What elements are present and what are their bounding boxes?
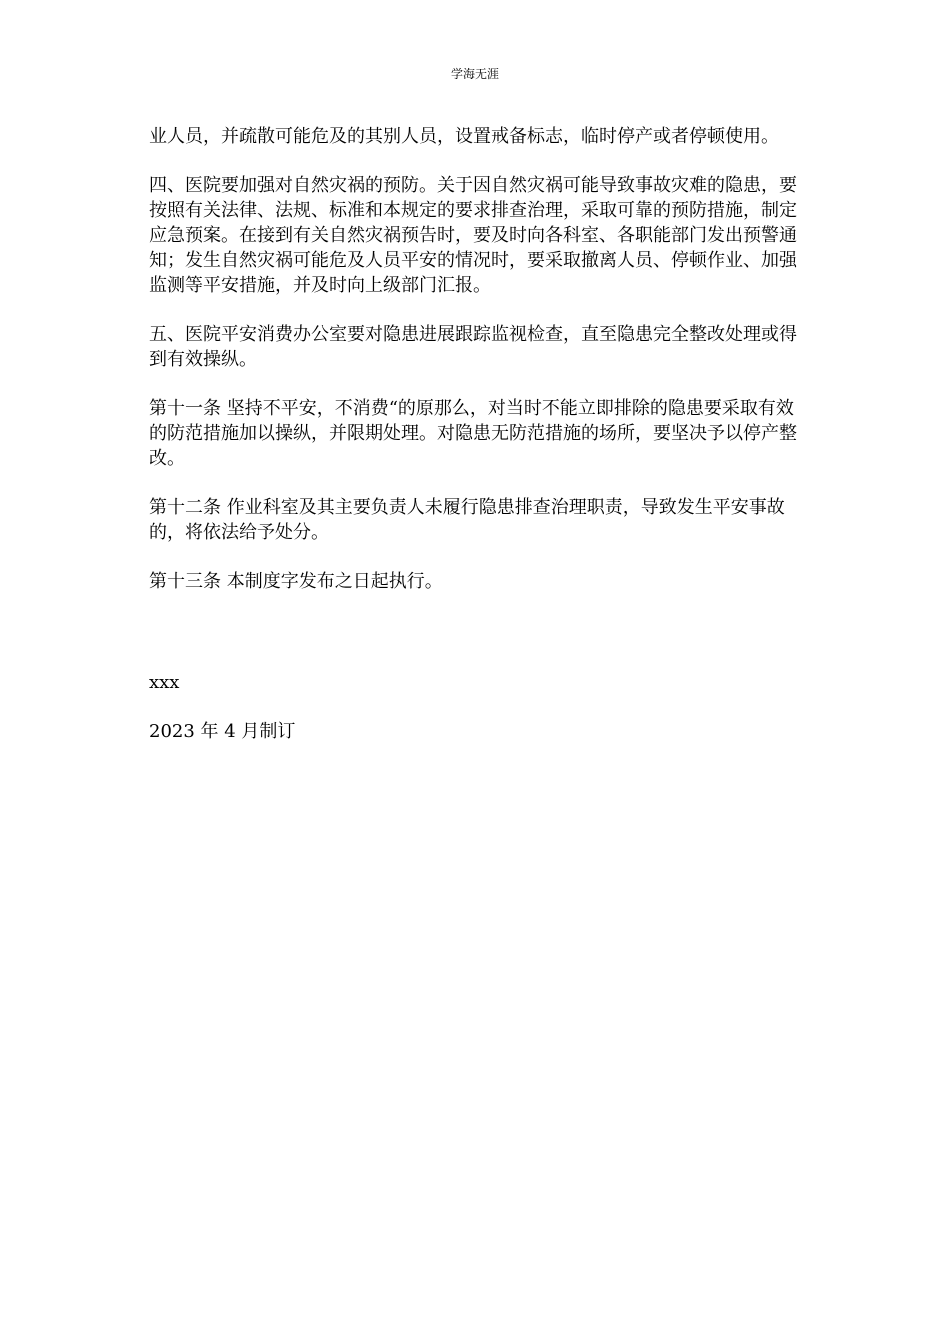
issue-date: 2023 年 4 月制订 bbox=[149, 721, 296, 742]
article-eleven: 第十一条 坚持不平安，不消费“的原那么，对当时不能立即排除的隐患要采取有效的防范措施加以操纵，并限期处理。对隐患无防范措施的场所，要坚决予以停产整改。 bbox=[149, 398, 797, 469]
paragraph-tracking: 五、医院平安消费办公室要对隐患进展跟踪监视检查，直至隐患完全整改处理或得到有效操纵。 bbox=[149, 324, 797, 370]
paragraph-natural-disaster: 四、医院要加强对自然灾祸的预防。关于因自然灾祸可能导致事故灾难的隐患，要按照有关法律、法规、标准和本规定的要求排查治理，采取可靠的预防措施，制定应急预案。在接到有关自然灾祸预告时，要及时向各科室、各职能部门发出预警通知；发生自然灾祸可能危及人员平安的情况时，要采取撤离人员、停顿作业、加强监测等平安措施，并及时向上级部门汇报。 bbox=[149, 175, 797, 296]
article-thirteen: 第十三条 本制度字发布之日起执行。 bbox=[149, 571, 443, 592]
page-header: 学海无涯 bbox=[450, 67, 499, 81]
article-twelve: 第十二条 作业科室及其主要负责人未履行隐患排查治理职责，导致发生平安事故的，将依法给予处分。 bbox=[149, 497, 785, 543]
paragraph-continuation: 业人员，并疏散可能危及的其别人员，设置戒备标志，临时停产或者停顿使用。 bbox=[149, 126, 779, 147]
document-body bbox=[149, 124, 804, 768]
spacer bbox=[149, 618, 804, 670]
signature: xxx bbox=[149, 672, 180, 693]
